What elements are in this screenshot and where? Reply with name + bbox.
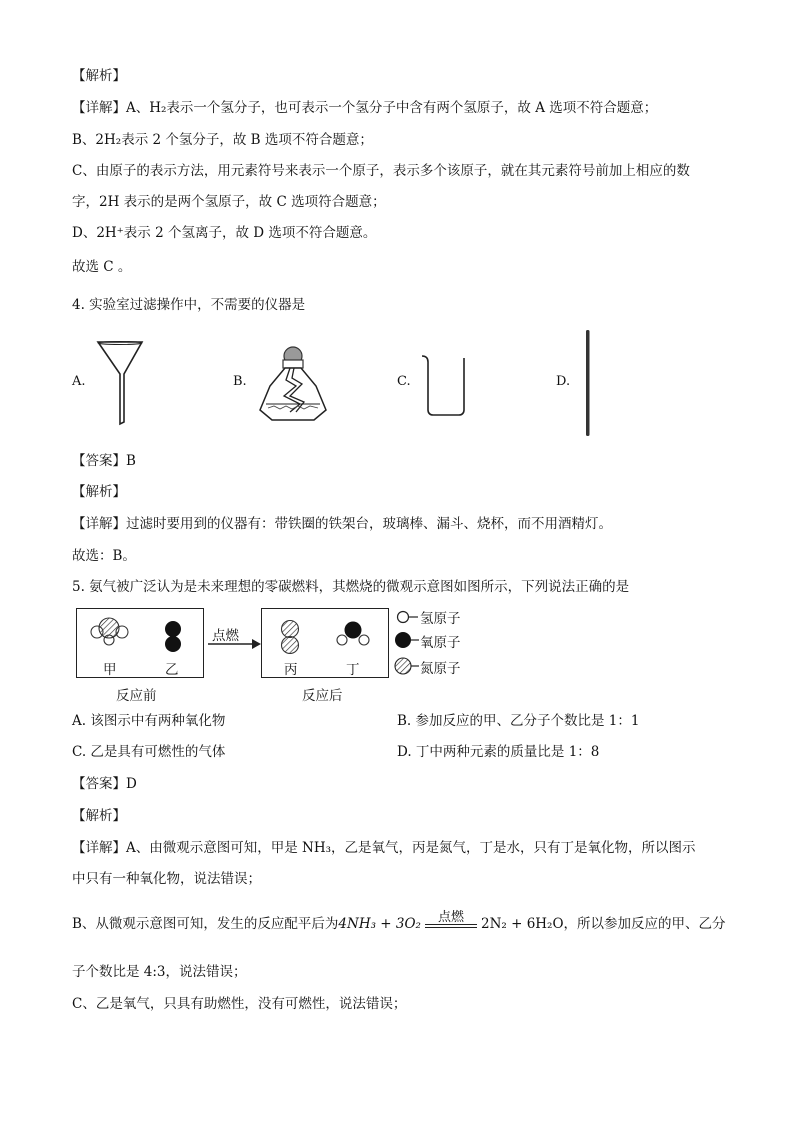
- q5-stem: 5. 氨气被广泛认为是未来理想的零碳燃料，其燃烧的微观示意图如图所示，下列说法正确的是: [72, 579, 630, 595]
- q3-detail-a: 【详解】A、H₂表示一个氢分子，也可表示一个氢分子中含有两个氢原子，故 A 选项不符合题意；: [72, 100, 658, 116]
- label-jia: 甲: [103, 662, 117, 678]
- equation-reactants: 4NH₃ + 3O₂: [338, 916, 421, 932]
- q4-option-d-label: D.: [556, 374, 571, 389]
- q3-choice: 故选 C 。: [72, 259, 132, 275]
- label-ding: 丁: [346, 662, 360, 678]
- q4-option-c-label: C.: [397, 374, 411, 389]
- q5-detail-a-line2: 中只有一种氧化物，说法错误；: [72, 871, 261, 887]
- q4-answer: 【答案】B: [72, 453, 136, 469]
- legend-oxygen-text: 氧原子: [420, 635, 461, 651]
- q4-choice: 故选：B。: [72, 548, 136, 564]
- nitrogen-atom-icon: [394, 656, 420, 676]
- hydrogen-atom-icon: [396, 609, 420, 625]
- q3-detail-b: B、2H₂表示 2 个氢分子，故 B 选项不符合题意；: [72, 132, 373, 148]
- q4-option-b-label: B.: [233, 374, 247, 389]
- q4-option-a-label: A.: [72, 374, 86, 389]
- equation-condition-arrow: [421, 910, 481, 928]
- alcohol-lamp-icon: [256, 346, 330, 424]
- q5-detail-c: C、乙是氧气，只具有助燃性，没有可燃性，说法错误；: [72, 996, 407, 1012]
- q5-option-c: C. 乙是具有可燃性的气体: [72, 744, 226, 760]
- before-caption: 反应前: [116, 688, 157, 704]
- beaker-icon: [420, 352, 466, 418]
- funnel-icon: [96, 340, 146, 426]
- q3-detail-c-line1: C、由原子的表示方法，用元素符号来表示一个原子，表示多个该原子，就在其元素符号前加上相应的数: [72, 163, 690, 179]
- q4-analysis-heading: 【解析】: [72, 484, 126, 500]
- arrow-condition-label: 点燃: [212, 628, 239, 644]
- q5-option-b: B. 参加反应的甲、乙分子个数比是 1：1: [397, 713, 640, 729]
- after-caption: 反应后: [302, 688, 343, 704]
- q4-detail: 【详解】过滤时要用到的仪器有：带铁圈的铁架台，玻璃棒、漏斗、烧杯，而不用酒精灯。: [72, 516, 612, 532]
- reaction-arrow-icon: [206, 638, 262, 650]
- q5-detail-b-line2: 子个数比是 4:3，说法错误；: [72, 964, 247, 980]
- legend-nitrogen-text: 氮原子: [420, 661, 461, 677]
- q5-detail-b-suffix: ，所以参加反应的甲、乙分: [563, 916, 726, 932]
- water-molecule-icon: [336, 620, 370, 646]
- q5-detail-b-prefix: B、从微观示意图可知，发生的反应配平后为: [72, 916, 339, 932]
- q5-detail-a-line1: 【详解】A、由微观示意图可知，甲是 NH₃，乙是氧气，丙是氮气，丁是水，只有丁是氧化物，所以图示: [72, 840, 696, 856]
- q3-detail-d: D、2H⁺表示 2 个氢离子，故 D 选项不符合题意。: [72, 225, 377, 241]
- oxygen-molecule-icon: [162, 620, 184, 654]
- q5-detail-b-line1: [72, 910, 726, 934]
- label-yi: 乙: [165, 662, 179, 678]
- equation-products: 2N₂ + 6H₂O: [480, 916, 564, 932]
- ammonia-molecule-icon: [88, 616, 132, 646]
- q5-answer: 【答案】D: [72, 776, 137, 792]
- glass-rod-icon: [583, 328, 593, 438]
- q5-analysis-heading: 【解析】: [72, 808, 126, 824]
- q3-detail-c-line2: 字，2H 表示的是两个氢原子，故 C 选项符合题意；: [72, 194, 386, 210]
- nitrogen-molecule-icon: [278, 619, 302, 655]
- q4-stem: 4. 实验室过滤操作中，不需要的仪器是: [72, 297, 306, 313]
- oxygen-atom-icon: [394, 630, 420, 650]
- equation-condition: 点燃: [437, 910, 464, 925]
- q5-option-d: D. 丁中两种元素的质量比是 1：8: [397, 744, 600, 760]
- analysis-heading: 【解析】: [72, 68, 126, 84]
- legend-hydrogen-text: 氢原子: [420, 611, 461, 627]
- q5-option-a: A. 该图示中有两种氧化物: [72, 713, 226, 729]
- label-bing: 丙: [284, 662, 298, 678]
